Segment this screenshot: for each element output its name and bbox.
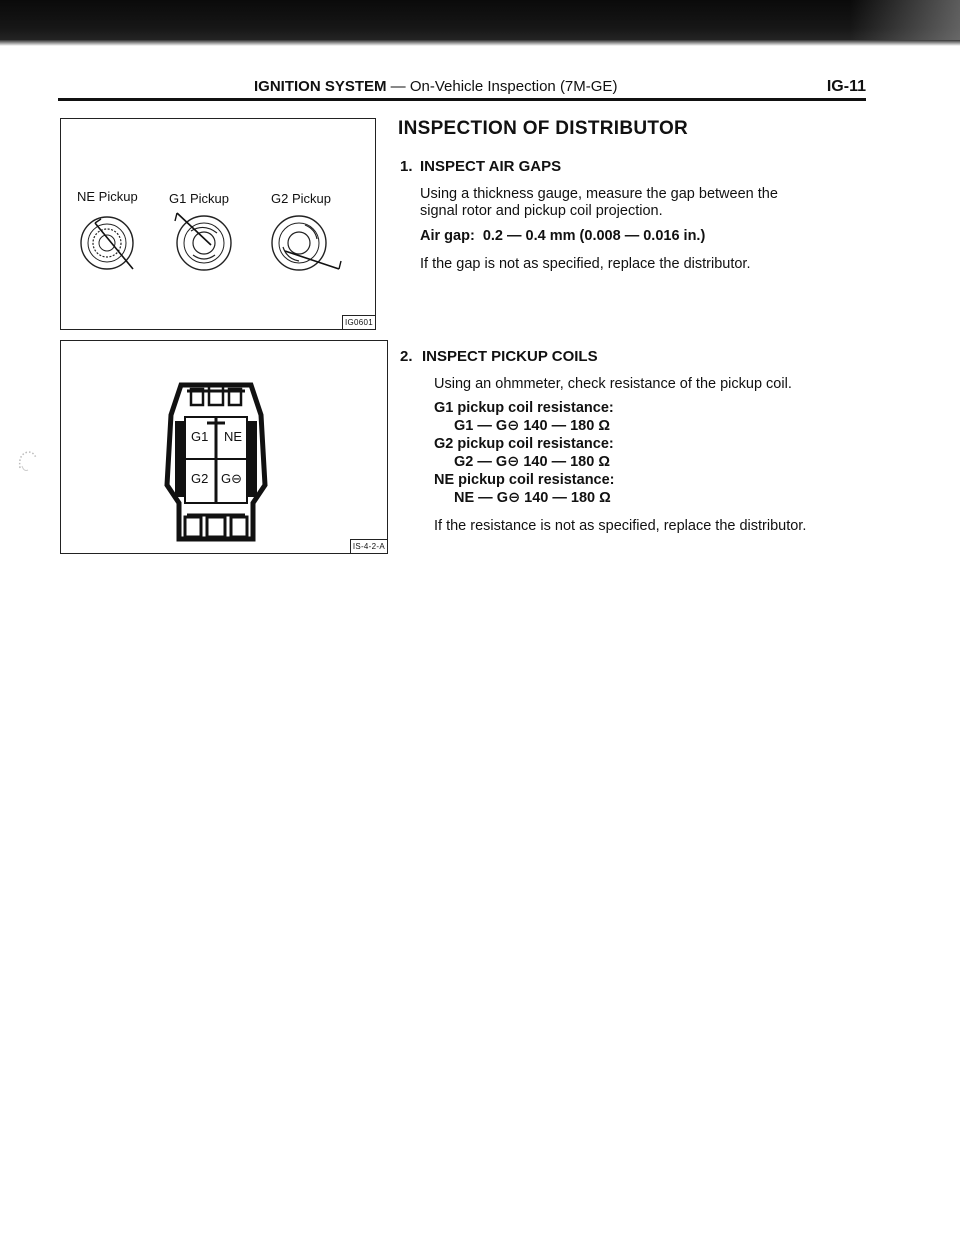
g2-pickup-rotor-drawing: [269, 211, 349, 277]
top-bar-edge: [0, 40, 960, 46]
figure1-code: IG0601: [344, 318, 373, 327]
air-gap-value: 0.2 — 0.4 mm (0.008 — 0.016 in.): [482, 228, 706, 244]
header-title: [254, 78, 617, 95]
step1-text-line1: Using a thickness gauge, measure the gap between the: [420, 186, 778, 202]
ne-resistance-label: NE pickup coil resistance:: [434, 472, 615, 488]
g1-resistance-value: G1 — G⊖ 140 — 180 Ω: [454, 418, 610, 434]
step1-text-line2: signal rotor and pickup coil projection.: [420, 203, 663, 219]
step1-note: If the gap is not as specified, replace the distributor.: [420, 256, 751, 272]
ne-resistance-value: NE — G⊖ 140 — 180 Ω: [454, 490, 611, 506]
figure2-code: IS-4-2-A: [352, 542, 385, 551]
page-top-bar: [0, 0, 960, 46]
air-gap-spec: [420, 228, 705, 244]
page-header: [58, 76, 866, 101]
header-title-rest: — On-Vehicle Inspection (7M-GE): [386, 78, 618, 95]
step2-note: If the resistance is not as specified, replace the distributor.: [434, 518, 807, 534]
g1-resistance-label: G1 pickup coil resistance:: [434, 400, 614, 416]
terminal-gneg-label: G⊖: [221, 471, 243, 486]
terminal-g1-label: G1: [191, 429, 209, 444]
connector-figure: [60, 340, 388, 554]
step1-number: 1.: [400, 158, 413, 175]
section-title: INSPECTION OF DISTRIBUTOR: [398, 118, 689, 139]
terminal-ne-label: NE: [224, 429, 243, 444]
step2-number: 2.: [400, 348, 413, 365]
scan-smudge: [14, 446, 40, 476]
ne-pickup-rotor-drawing: [77, 211, 141, 275]
header-page-code: IG-11: [826, 78, 866, 95]
header-title-bold: IGNITION SYSTEM: [254, 78, 387, 95]
step2-title: INSPECT PICKUP COILS: [422, 348, 598, 365]
g1-pickup-label: G1 Pickup: [169, 191, 229, 206]
g2-resistance-label: G2 pickup coil resistance:: [434, 436, 614, 452]
g2-resistance-value: G2 — G⊖ 140 — 180 Ω: [454, 454, 610, 470]
g1-pickup-rotor-drawing: [171, 209, 237, 275]
g2-pickup-label: G2 Pickup: [271, 191, 331, 206]
ne-pickup-label: NE Pickup: [77, 189, 138, 204]
air-gap-label: Air gap:: [420, 228, 475, 244]
terminal-g2-label: G2: [191, 471, 209, 486]
step2-text: Using an ohmmeter, check resistance of the pickup coil.: [434, 376, 792, 392]
step1-title: INSPECT AIR GAPS: [420, 158, 562, 175]
distributor-connector-drawing: [161, 375, 271, 545]
pickup-figure: [60, 118, 376, 330]
